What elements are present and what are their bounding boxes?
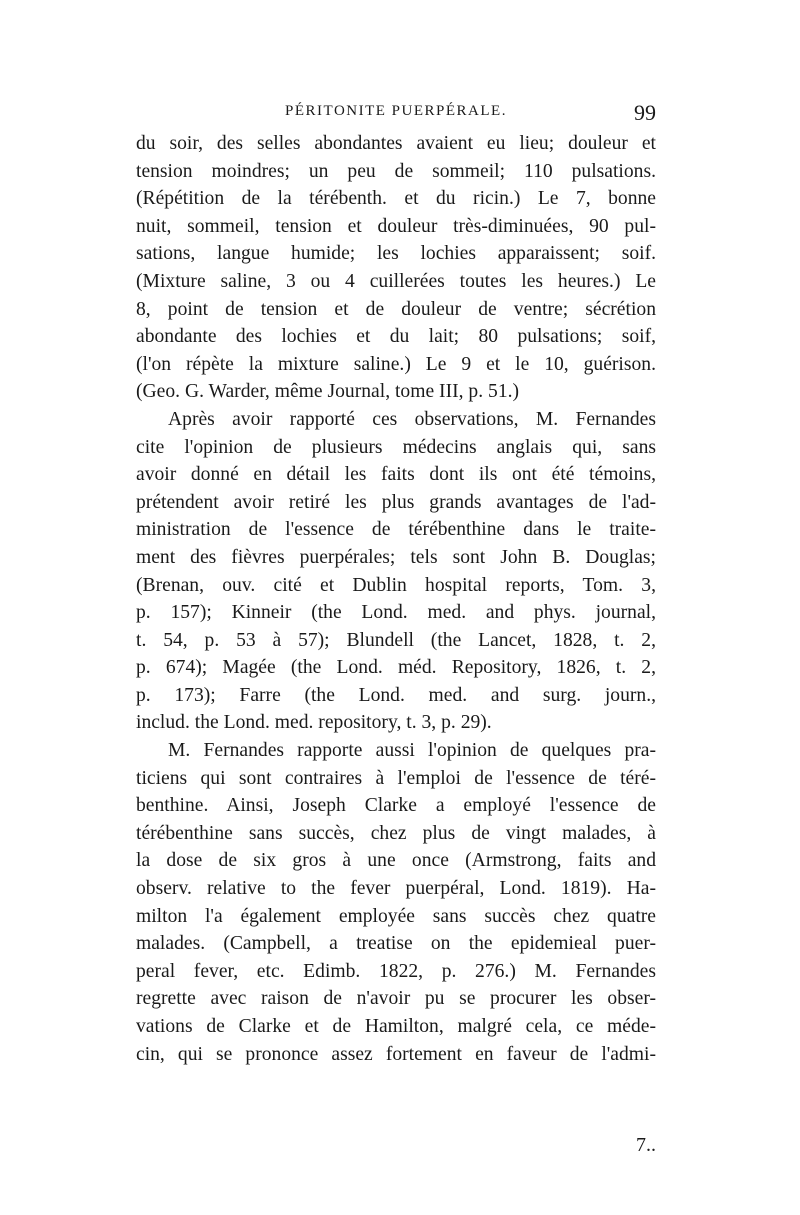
text-line: ment des fièvres puerpérales; tels sont John B. Douglas; (136, 546, 656, 568)
page-number: 99 (634, 100, 656, 125)
text-line: ticiens qui sont contraires à l'emploi de l'essence de téré- (136, 767, 656, 789)
text-line: cin, qui se prononce assez fortement en faveur de l'admi- (136, 1043, 656, 1065)
text-line: tension moindres; un peu de sommeil; 110 pulsations. (136, 160, 656, 182)
text-line: malades. (Campbell, a treatise on the epidemieal puer- (136, 933, 656, 955)
text-line: du soir, des selles abondantes avaient eu lieu; douleur et (136, 133, 656, 154)
text-line: abondante des lochies et du lait; 80 pulsations; soif, (136, 326, 656, 348)
paragraph-start: Après avoir rapporté ces observations, M. Fernandes (168, 408, 656, 430)
text-line: (Mixture saline, 3 ou 4 cuillerées toutes les heures.) Le (136, 270, 656, 292)
text-line: cite l'opinion de plusieurs médecins anglais qui, sans (136, 436, 656, 458)
text-line: regrette avec raison de n'avoir pu se procurer les obser- (136, 988, 656, 1010)
text-line: p. 173); Farre (the Lond. med. and surg. journ., (136, 684, 656, 706)
text-line: milton l'a également employée sans succès chez quatre (136, 905, 656, 927)
text-line: (l'on répète la mixture saline.) Le 9 et le 10, guérison. (136, 353, 656, 375)
text-line: p. 157); Kinneir (the Lond. med. and phys. journal, (136, 602, 656, 624)
text-line: observ. relative to the fever puerpéral, Lond. 1819). Ha- (136, 878, 656, 900)
text-line: avoir donné en détail les faits dont ils ont été témoins, (136, 464, 656, 486)
text-line: vations de Clarke et de Hamilton, malgré cela, ce méde- (136, 1016, 656, 1037)
text-line: includ. the Lond. med. repository, t. 3, p. 29). (136, 712, 492, 734)
text-line: 8, point de tension et de douleur de ventre; sécrétion (136, 298, 656, 320)
paragraph-start: M. Fernandes rapporte aussi l'opinion de quelques pra- (168, 740, 656, 762)
text-line: t. 54, p. 53 à 57); Blundell (the Lancet, 1828, t. 2, (136, 629, 656, 651)
text-line: p. 674); Magée (the Lond. méd. Repository, 1826, t. 2, (136, 657, 656, 679)
text-line: prétendent avoir retiré les plus grands avantages de l'ad- (136, 491, 656, 513)
signature-mark: 7.. (636, 1134, 656, 1156)
text-line: (Répétition de la térébenth. et du ricin.) Le 7, bonne (136, 188, 656, 210)
text-line: nuit, sommeil, tension et douleur très-diminuées, 90 pul- (136, 215, 656, 237)
text-line: la dose de six gros à une once (Armstrong, faits and (136, 850, 656, 872)
body-text (136, 130, 656, 1068)
text-line: (Brenan, ouv. cité et Dublin hospital reports, Tom. 3, (136, 574, 656, 596)
running-title: PÉRITONITE PUERPÉRALE. (285, 103, 507, 119)
text-line: benthine. Ainsi, Joseph Clarke a employé l'essence de (136, 795, 656, 817)
running-head (136, 100, 656, 128)
text-line: ministration de l'essence de térébenthine dans le traite- (136, 519, 656, 541)
text-line: peral fever, etc. Edimb. 1822, p. 276.) M. Fernandes (136, 960, 656, 982)
text-line: (Geo. G. Warder, même Journal, tome III, p. 51.) (136, 381, 520, 403)
text-line: térébenthine sans succès, chez plus de vingt malades, à (136, 822, 656, 844)
text-line: sations, langue humide; les lochies apparaissent; soif. (136, 243, 656, 265)
